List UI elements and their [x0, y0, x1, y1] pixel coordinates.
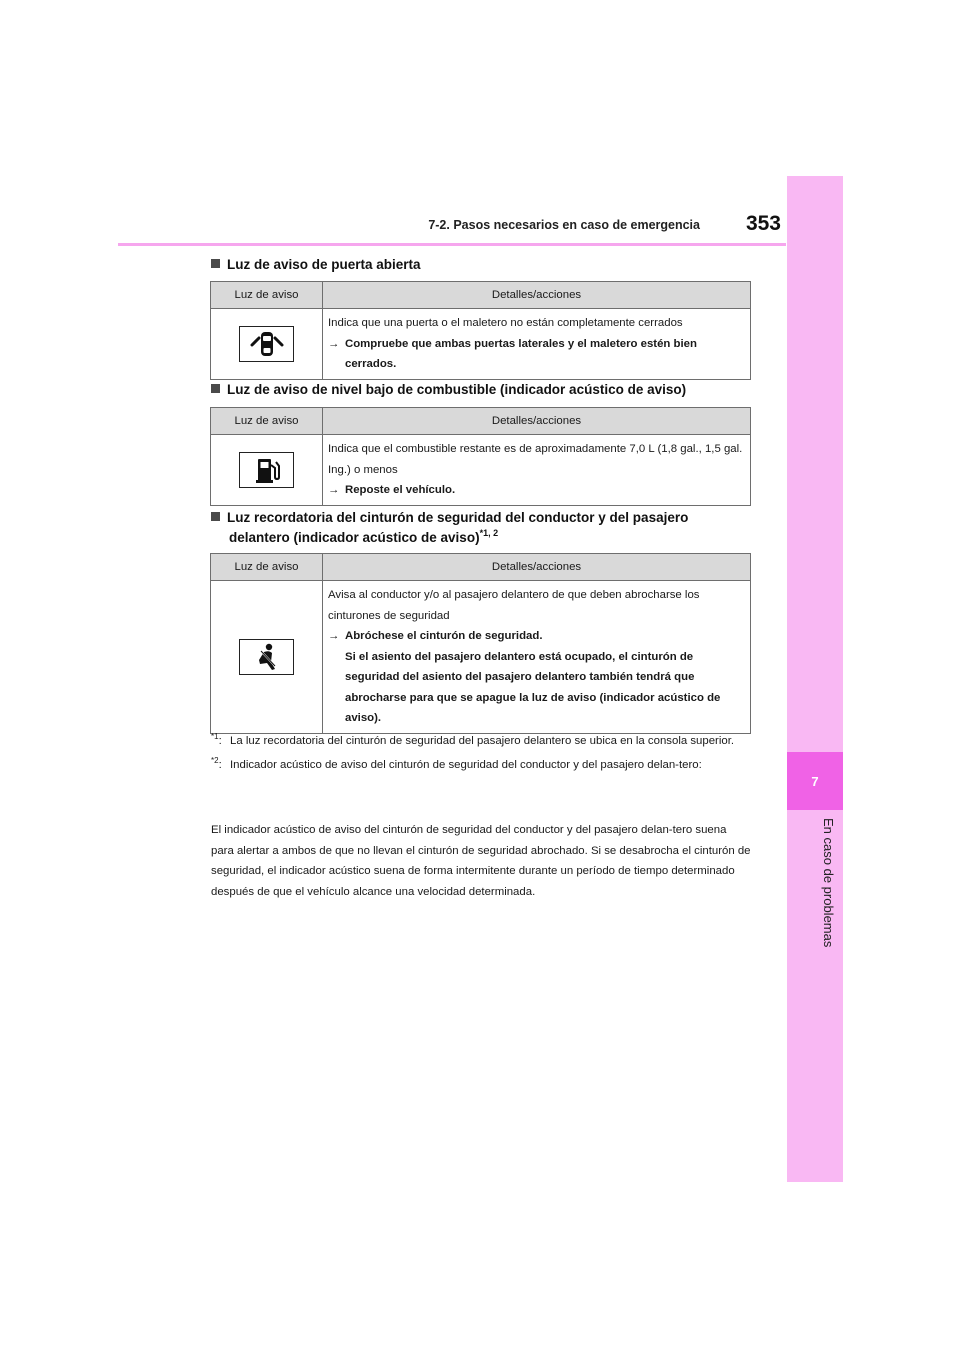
- footnote-mark: *2: [211, 755, 219, 765]
- warning-action: → Reposte el vehículo.: [328, 480, 744, 501]
- fuel-pump-icon: [239, 452, 294, 488]
- col-header-light: Luz de aviso: [211, 282, 323, 309]
- footnote-text: La luz recordatoria del cinturón de seguridad del pasajero delantero se ubica en la consola superior.: [230, 735, 735, 747]
- details-cell: [323, 581, 751, 734]
- table-header-row: [211, 282, 751, 309]
- warning-description: Avisa al conductor y/o al pasajero delantero de que deben abrocharse los cinturones de seguridad: [328, 589, 700, 622]
- chapter-label: En caso de problemas: [821, 818, 836, 948]
- fuel-warning-table: [210, 407, 751, 506]
- table-header-row: [211, 554, 751, 581]
- header-divider: [118, 243, 786, 246]
- col-header-details: Detalles/acciones: [323, 282, 751, 309]
- warning-description: Indica que el combustible restante es de aproximadamente 7,0 L (1,8 gal., 1,5 gal. Ing.) o menos: [328, 443, 743, 476]
- fuel-warning-heading: Luz de aviso de nivel bajo de combustible (indicador acústico de aviso): [211, 380, 771, 400]
- arrow-right-icon: →: [328, 630, 340, 642]
- seatbelt-reminder-icon: [239, 639, 294, 675]
- door-warning-table: [210, 281, 751, 380]
- icon-cell: [211, 309, 323, 380]
- icon-cell: [211, 435, 323, 506]
- seatbelt-warning-heading: Luz recordatoria del cinturón de seguridad del conductor y del pasajero delantero (indicador acústico de aviso)$^{*1, 2}$: [211, 508, 771, 548]
- door-open-warning-icon: [239, 326, 294, 362]
- table-row: [211, 309, 751, 380]
- warning-action: → Compruebe que ambas puertas laterales y el maletero estén bien cerrados.: [328, 334, 744, 375]
- body-paragraph: El indicador acústico de aviso del cinturón de seguridad del conductor y del pasajero delan-tero suena para alertar a ambos de que no llevan el cinturón de seguridad abrochado. Si se desabrocha el cinturón de seguridad, el indicador acústico suena de forma intermitente durante un período de tiempo determinado después de que el vehículo alcance una velocidad determinada.: [211, 824, 751, 899]
- footnotes: [211, 731, 751, 778]
- col-header-light: Luz de aviso: [211, 554, 323, 581]
- col-header-details: Detalles/acciones: [323, 554, 751, 581]
- table-row: [211, 435, 751, 506]
- col-header-details: Detalles/acciones: [323, 408, 751, 435]
- seatbelt-warning-table: [210, 553, 751, 734]
- square-bullet-icon: [211, 512, 220, 521]
- door-warning-heading: Luz de aviso de puerta abierta: [211, 255, 771, 275]
- arrow-right-icon: →: [328, 337, 340, 350]
- section-header: 7-2. Pasos necesarios en caso de emergencia: [428, 218, 700, 232]
- square-bullet-icon: [211, 259, 220, 268]
- footnote-item: $^{*2}$: Indicador acústico de aviso del cinturón de seguridad del conductor y del pasajero delan-tero:: [211, 755, 751, 776]
- footnote-mark: *1: [211, 732, 219, 741]
- icon-cell: [211, 581, 323, 734]
- table-header-row: [211, 408, 751, 435]
- arrow-right-icon: →: [328, 484, 340, 496]
- col-header-light: Luz de aviso: [211, 408, 323, 435]
- table-row: [211, 581, 751, 734]
- page-number: 353: [745, 212, 781, 235]
- square-bullet-icon: [211, 384, 220, 393]
- footnote-text: Indicador acústico de aviso del cinturón de seguridad del conductor y del pasajero delan-tero:: [230, 758, 702, 771]
- footnote-item: $^{*1}$: La luz recordatoria del cinturón de seguridad del pasajero delantero se ubica en la consola superior.: [211, 731, 751, 752]
- chapter-number: 7: [787, 752, 843, 810]
- warning-description: Indica que una puerta o el maletero no están completamente cerrados: [328, 317, 683, 329]
- details-cell: [323, 309, 751, 380]
- footnote-reference: *1, 2: [479, 528, 499, 538]
- details-cell: [323, 435, 751, 506]
- warning-action: → Abróchese el cinturón de seguridad. Si el asiento del pasajero delantero está ocupado, el cinturón de seguridad del asiento del pasajero delantero también tendrá que abrocharse para que se apague la luz de aviso (indicador acústico de aviso).: [328, 626, 744, 729]
- chapter-side-tab: [787, 176, 843, 1182]
